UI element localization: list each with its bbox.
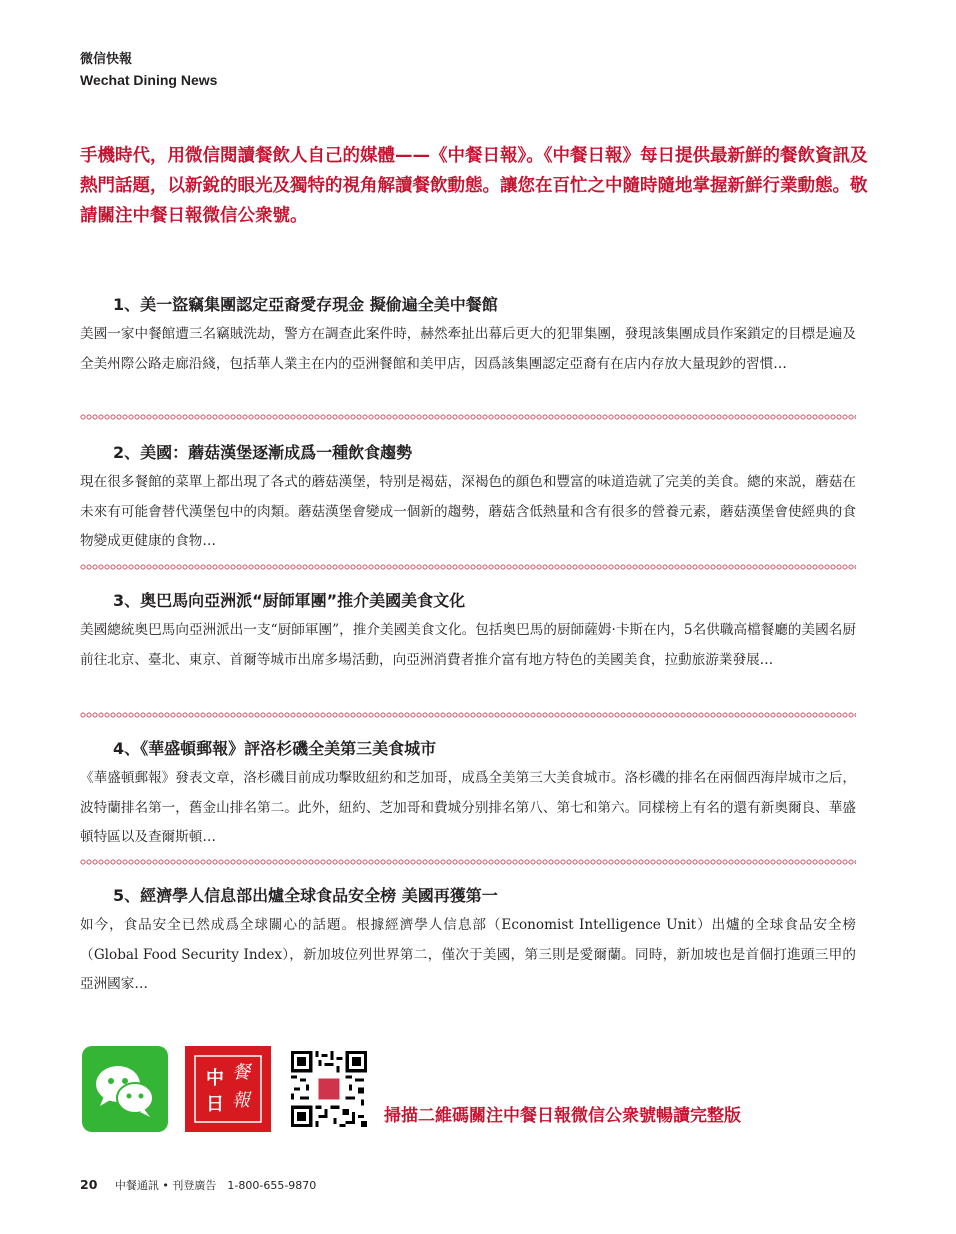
section-subtitle: Wechat Dining News: [80, 72, 218, 88]
intro-paragraph: 手機時代，用微信閱讀餐飲人自己的媒體——《中餐日報》。《中餐日報》每日提供最新鮮的餐飲資訊及熱門話題，以新銳的眼光及獨特的視角解讀餐飲動態。讓您在百忙之中隨時隨地掌握新鮮行業動態。敬請關注中餐日報微信公衆號。: [80, 146, 868, 226]
divider: [80, 564, 856, 570]
svg-text:餐: 餐: [232, 1062, 250, 1083]
footer-text: 中餐通訊 • 刊登廣告 1-800-655-9870: [114, 1179, 317, 1192]
section-title: 微信快報: [80, 52, 133, 67]
zhongcan-daily-logo: [185, 1046, 271, 1132]
svg-text:日: 日: [206, 1094, 224, 1115]
page-number: 20: [80, 1177, 98, 1192]
scan-cta: 掃描二維碼關注中餐日報微信公衆號暢讀完整版: [384, 1106, 741, 1126]
article-3: [80, 589, 856, 675]
qr-code-icon[interactable]: [291, 1051, 367, 1127]
article-body: 美國一家中餐館遭三名竊賊洗劫，警方在調查此案件時，赫然牽扯出幕后更大的犯罪集團，發現該集團成員作案鎖定的目標是遍及全美州際公路走廊沿綫，包括華人業主在内的亞洲餐館和美甲店，因爲該集團認定亞裔有在店内存放大量現鈔的習慣…: [80, 326, 856, 372]
divider: [80, 414, 856, 420]
svg-text:中: 中: [206, 1068, 224, 1089]
divider: [80, 712, 856, 718]
divider: [80, 859, 856, 865]
article-body: 《華盛頓郵報》發表文章，洛杉磯目前成功擊敗紐約和芝加哥，成爲全美第三大美食城市。洛杉磯的排名在兩個西海岸城市之后，波特蘭排名第一，舊金山排名第二。此外，紐約、芝加哥和費城分别排名第八、第七和第六。同樣榜上有名的還有新奥爾良、華盛頓特區以及查爾斯頓…: [80, 770, 856, 845]
article-title: 1、美一盜竊集團認定亞裔愛存現金 擬偷遍全美中餐館: [113, 295, 498, 314]
article-2: [80, 441, 856, 557]
article-5: [80, 884, 856, 1000]
article-title: 2、美國：蘑菇漢堡逐漸成爲一種飲食趨勢: [113, 443, 413, 462]
wechat-bubbles-icon: [82, 1046, 168, 1132]
svg-text:報: 報: [232, 1090, 250, 1111]
article-4: [80, 737, 856, 853]
article-body: 如今，食品安全已然成爲全球關心的話題。根據經濟學人信息部（Economist Intelligence Unit）出爐的全球食品安全榜（Global Food Security Index），新加坡位列世界第二，僅次于美國，第三則是愛爾蘭。同時，新加坡也是首個打進頭三甲的亞洲國家…: [80, 917, 856, 992]
page-footer: [80, 1177, 316, 1194]
article-body: 美國總統奥巴馬向亞洲派出一支“厨師軍團”，推介美國美食文化。包括奥巴馬的厨師薩姆·卡斯在内，5名供職高檔餐廳的美國名厨前往北京、臺北、東京、首爾等城市出席多場活動，向亞洲消費者推介富有地方特色的美國美食，拉動旅游業發展…: [80, 622, 856, 668]
page-header: [80, 50, 217, 90]
article-title: 5、經濟學人信息部出爐全球食品安全榜 美國再獲第一: [113, 886, 498, 905]
article-body: 現在很多餐館的菜單上都出現了各式的蘑菇漢堡，特别是褐菇，深褐色的顔色和豐富的味道造就了完美的美食。總的來説，蘑菇在未來有可能會替代漢堡包中的肉類。蘑菇漢堡會變成一個新的趨勢，蘑菇含低熱量和含有很多的營養元素，蘑菇漢堡會使經典的食物變成更健康的食物…: [80, 474, 856, 549]
article-title: 4、《華盛頓郵報》評洛杉磯全美第三美食城市: [113, 739, 437, 758]
article-1: [80, 293, 856, 379]
wechat-icon: [82, 1046, 168, 1132]
article-title: 3、奥巴馬向亞洲派“厨師軍團”推介美國美食文化: [113, 591, 466, 610]
